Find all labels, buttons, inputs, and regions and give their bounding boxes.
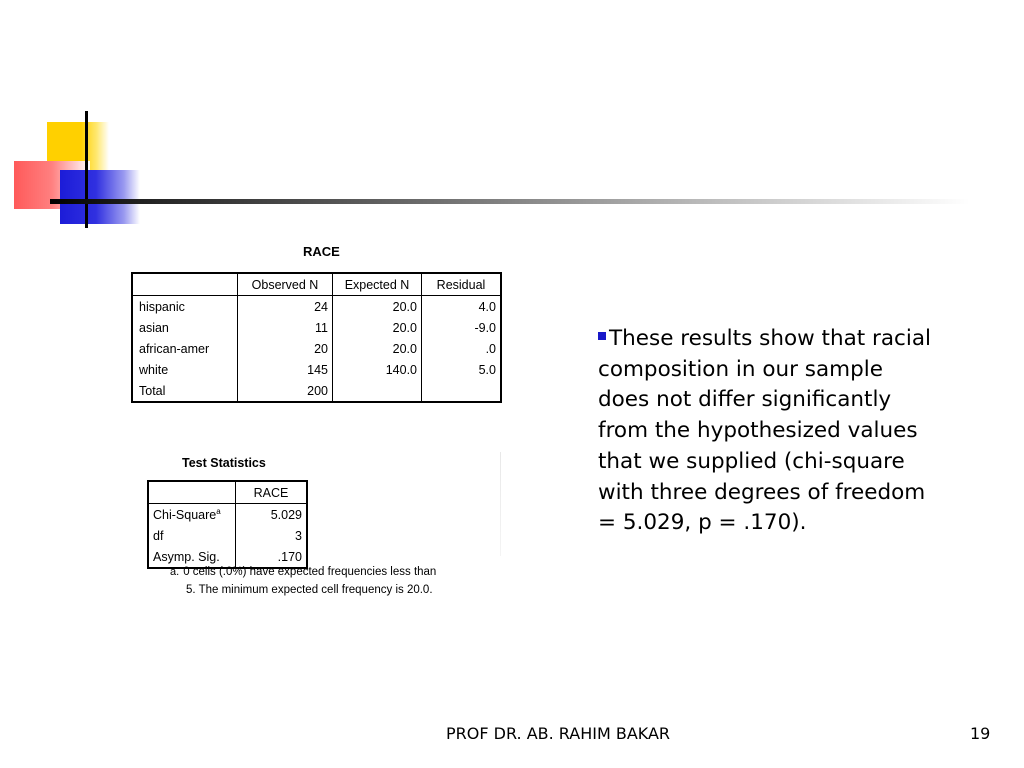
race-frequency-table [131,272,502,403]
footnote-superscript: a [216,506,221,516]
value-cell: 5.029 [236,504,308,526]
footnote-text-1: 0 cells (.0%) have expected frequencies less than [183,566,437,578]
row-label: asian [139,320,169,335]
table-row [132,338,501,359]
row-label: african-amer [139,341,210,356]
row-label [148,504,236,526]
page-number: 19 [970,724,991,743]
corner-cell [132,273,238,296]
table-footnote [170,563,490,599]
divider-line [500,452,501,556]
bullet-text: These results show that racial composition in our sample does not differ significantly from the hypothesized values that we supplied (chi-square with three degrees of freedom = 5.029, p = .170). [598,326,931,536]
footnote-mark: a. [170,566,180,578]
row-label: Asymp. Sig. [153,549,220,564]
observed-cell: 200 [238,380,333,402]
vertical-rule-decoration [85,111,88,228]
observed-n-header: Observed N [238,273,333,296]
residual-header: Residual [422,273,502,296]
square-bullet-icon [598,332,606,340]
row-label: hispanic [139,299,185,314]
table-row [132,317,501,338]
row-label: white [139,362,169,377]
footnote-line-1 [170,563,490,581]
horizontal-rule-decoration [50,199,970,204]
residual-cell [422,380,502,402]
race-column-header: RACE [236,481,308,504]
footnote-line-2: 5. The minimum expected cell frequency is 20.0. [186,584,433,596]
blue-square-decoration [60,170,140,224]
test-statistics-table [147,480,308,569]
row-label: df [153,528,164,543]
value-cell: 3 [236,525,308,546]
expected-cell: 20.0 [333,296,422,318]
row-label: Total [139,383,166,398]
residual-cell: 4.0 [422,296,502,318]
observed-cell: 20 [238,338,333,359]
table-header-row [132,273,501,296]
observed-cell: 11 [238,317,333,338]
residual-cell: .0 [422,338,502,359]
value-cell: .170 [236,546,308,568]
table-row-total [132,380,501,402]
race-table-title: RACE [303,244,340,259]
observed-cell: 24 [238,296,333,318]
table-row [132,359,501,380]
residual-cell: 5.0 [422,359,502,380]
expected-cell: 20.0 [333,338,422,359]
row-label-text: Chi-Square [153,508,217,523]
expected-cell: 140.0 [333,359,422,380]
table-row [132,296,501,318]
corner-cell [148,481,236,504]
expected-n-header: Expected N [333,273,422,296]
table-header-row [148,481,307,504]
residual-cell: -9.0 [422,317,502,338]
expected-cell: 20.0 [333,317,422,338]
bullet-paragraph [598,324,938,539]
test-statistics-title: Test Statistics [182,456,266,470]
footer-author: PROF DR. AB. RAHIM BAKAR [446,724,671,743]
table-row [148,525,307,546]
expected-cell [333,380,422,402]
observed-cell: 145 [238,359,333,380]
table-row [148,504,307,526]
